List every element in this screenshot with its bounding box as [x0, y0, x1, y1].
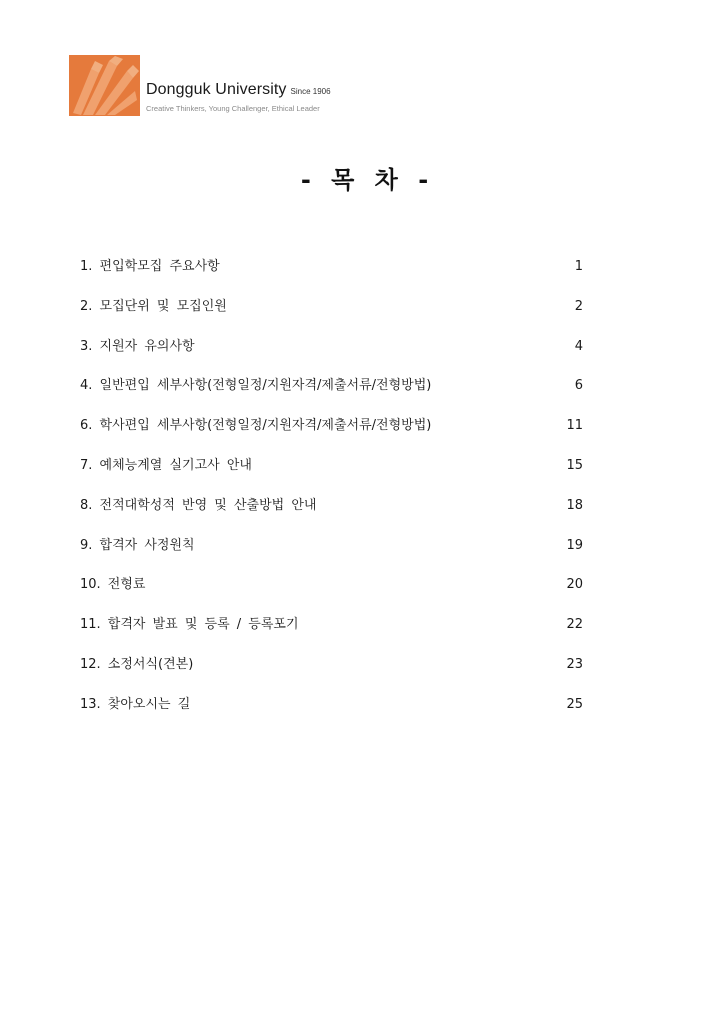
toc-item-page: 6 [574, 378, 583, 394]
toc-item [80, 492, 583, 532]
toc-item-label: 1. 편입학모집 주요사항 [80, 259, 220, 274]
toc-item [80, 532, 583, 572]
toc-item-page: 1 [574, 259, 583, 274]
toc-item-label: 11. 합격자 발표 및 등록 / 등록포기 [80, 617, 299, 633]
toc-item-page: 20 [566, 577, 583, 593]
toc-item-label: 2. 모집단위 및 모집인원 [80, 298, 227, 314]
toc-item-label: 13. 찾아오시는 길 [80, 696, 191, 712]
toc-item-page: 25 [566, 696, 583, 712]
toc-item-page: 15 [566, 457, 583, 473]
toc-item-label: 12. 소정서식(견본) [80, 656, 194, 672]
toc-item [80, 571, 583, 611]
toc-item [80, 412, 583, 452]
toc-item-label: 4. 일반편입 세부사항(전형일정/지원자격/제출서류/전형방법) [80, 378, 432, 394]
toc-item-page: 2 [574, 298, 583, 314]
lotus-emblem-icon [69, 55, 140, 116]
toc-item-page: 18 [566, 497, 583, 513]
toc-item [80, 452, 583, 492]
page-title: - 목 차 - [300, 166, 435, 194]
toc-item-page: 19 [566, 537, 583, 553]
toc-item-label: 8. 전적대학성적 반영 및 산출방법 안내 [80, 497, 317, 513]
toc-item-page: 22 [566, 617, 583, 633]
toc-item [80, 691, 583, 731]
toc-item-label: 6. 학사편입 세부사항(전형일정/지원자격/제출서류/전형방법) [80, 418, 432, 434]
brand-name: Dongguk University [146, 81, 287, 98]
toc-item-page: 11 [566, 418, 583, 434]
toc-item [80, 333, 583, 373]
brand-line [146, 81, 331, 99]
table-of-contents [80, 253, 583, 731]
brand-since: Since 1906 [290, 87, 331, 96]
toc-item [80, 372, 583, 412]
toc-item-label: 7. 예체능계열 실기고사 안내 [80, 457, 252, 473]
toc-item-page: 23 [566, 656, 583, 672]
toc-item-page: 4 [574, 338, 583, 354]
brand-tagline: Creative Thinkers, Young Challenger, Ethical Leader [146, 104, 320, 113]
toc-item [80, 611, 583, 651]
university-header [69, 55, 369, 117]
toc-item [80, 293, 583, 333]
toc-item-label: 3. 지원자 유의사항 [80, 338, 195, 354]
toc-item [80, 253, 583, 293]
toc-item-label: 10. 전형료 [80, 577, 146, 593]
university-logo [69, 55, 140, 116]
toc-item [80, 651, 583, 691]
toc-item-label: 9. 합격자 사정원칙 [80, 537, 195, 553]
